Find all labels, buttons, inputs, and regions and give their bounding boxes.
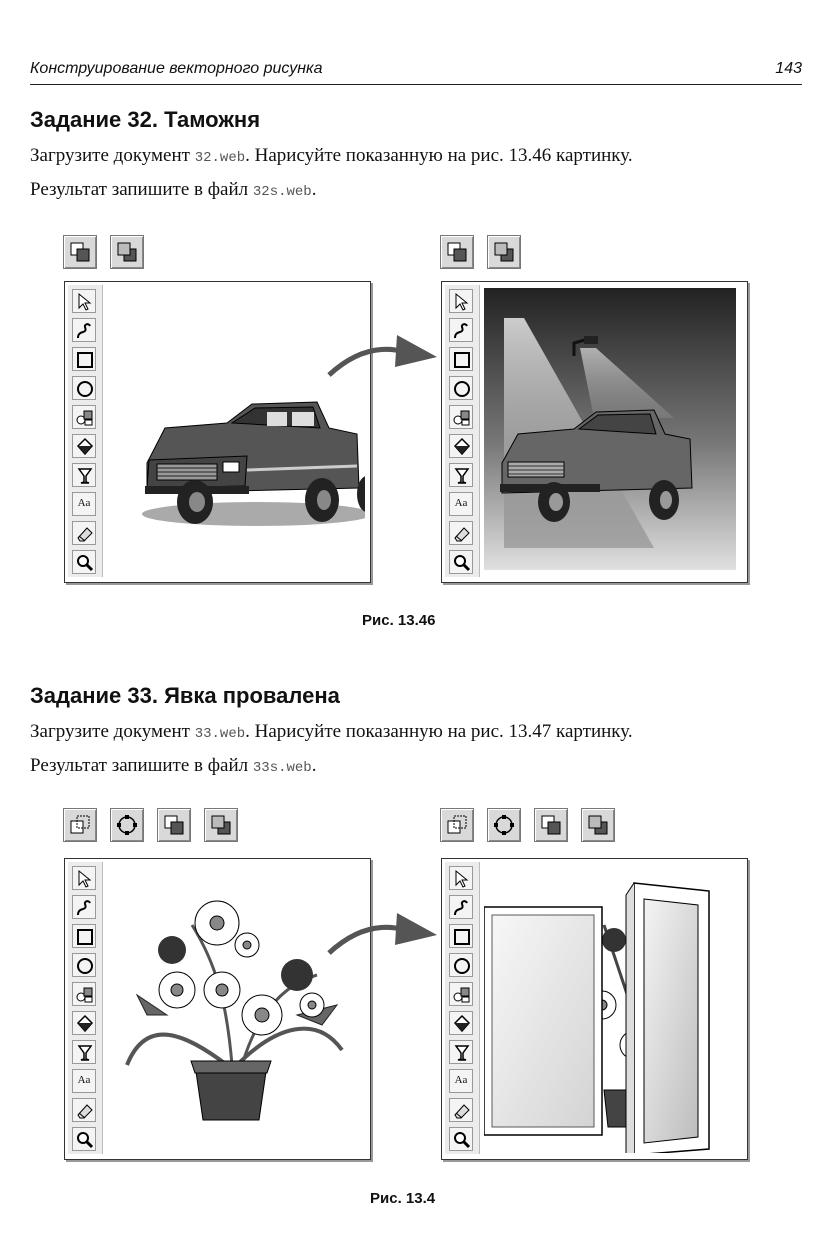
ellipse-tool[interactable] xyxy=(449,953,473,977)
editor-window-after xyxy=(441,858,748,1160)
task-33-text: Загрузите документ 33.web. Нарисуйте показанную на рис. 13.47 картинку. Результат запишите в файл 33s.web. xyxy=(30,721,633,776)
file-name: 32.web xyxy=(194,150,246,166)
pick-arrow-icon xyxy=(75,292,95,312)
task-32-heading: Задание 32. Таможня xyxy=(30,107,261,132)
transparency-tool[interactable] xyxy=(449,1040,473,1064)
rotate-handles-icon xyxy=(115,813,139,837)
curve-tool[interactable] xyxy=(449,895,473,919)
ellipse-icon xyxy=(452,956,472,976)
fill-tool[interactable] xyxy=(449,1011,473,1035)
text-icon: Aa xyxy=(454,1074,468,1086)
editor-window-before xyxy=(64,858,371,1160)
pick-tool[interactable] xyxy=(72,866,96,890)
transparency-tool[interactable] xyxy=(72,463,96,487)
fill-bucket-icon xyxy=(75,1014,95,1034)
editor-window-after xyxy=(441,281,748,583)
rotate-handles-icon xyxy=(492,813,516,837)
shape-edit-tool[interactable] xyxy=(72,982,96,1006)
eraser-icon xyxy=(452,1101,472,1121)
ellipse-tool[interactable] xyxy=(449,376,473,400)
fill-bucket-icon xyxy=(452,1014,472,1034)
pick-tool[interactable] xyxy=(449,866,473,890)
pick-tool[interactable] xyxy=(449,289,473,313)
rectangle-tool[interactable] xyxy=(72,347,96,371)
transparency-icon xyxy=(452,466,472,486)
figure-caption: Рис. 13.46 xyxy=(362,612,436,629)
pick-arrow-icon xyxy=(75,869,95,889)
curve-icon xyxy=(452,898,472,918)
transform-arrow xyxy=(325,905,440,960)
combine-button[interactable] xyxy=(63,808,97,842)
figure-caption: Рис. 13.4 xyxy=(370,1190,436,1207)
transparency-icon xyxy=(75,466,95,486)
fill-bucket-icon xyxy=(75,437,95,457)
file-name: 33s.web xyxy=(252,760,312,776)
bring-forward-button[interactable] xyxy=(534,808,568,842)
eraser-tool[interactable] xyxy=(449,1098,473,1122)
shape-edit-icon xyxy=(75,408,95,428)
zoom-tool[interactable] xyxy=(72,1127,96,1151)
ellipse-tool[interactable] xyxy=(72,953,96,977)
running-head xyxy=(30,58,802,85)
section-title: Конструирование векторного рисунка xyxy=(30,60,323,77)
transparency-tool[interactable] xyxy=(449,463,473,487)
pick-arrow-icon xyxy=(452,869,472,889)
rectangle-icon xyxy=(75,350,95,370)
zoom-icon xyxy=(75,1130,95,1150)
curve-icon xyxy=(452,321,472,341)
send-backward-icon xyxy=(209,813,233,837)
ellipse-icon xyxy=(75,956,95,976)
send-backward-button[interactable] xyxy=(110,235,144,269)
curve-icon xyxy=(75,898,95,918)
send-backward-button[interactable] xyxy=(204,808,238,842)
text-icon: Aa xyxy=(77,497,91,509)
toolbox xyxy=(445,862,480,1154)
bring-forward-button[interactable] xyxy=(440,235,474,269)
rotate-button[interactable] xyxy=(110,808,144,842)
shape-edit-tool[interactable] xyxy=(72,405,96,429)
file-name: 33.web xyxy=(194,726,246,742)
rectangle-icon xyxy=(452,350,472,370)
rectangle-tool[interactable] xyxy=(449,347,473,371)
transparency-icon xyxy=(75,1043,95,1063)
ellipse-icon xyxy=(452,379,472,399)
customs-scene-drawing xyxy=(484,288,742,576)
text-tool[interactable] xyxy=(449,492,473,516)
send-backward-icon xyxy=(586,813,610,837)
eraser-tool[interactable] xyxy=(72,521,96,545)
text-tool[interactable] xyxy=(72,1069,96,1093)
bring-forward-icon xyxy=(162,813,186,837)
zoom-tool[interactable] xyxy=(72,550,96,574)
rectangle-icon xyxy=(75,927,95,947)
curve-tool[interactable] xyxy=(72,895,96,919)
text-icon: Aa xyxy=(77,1074,91,1086)
shape-edit-icon xyxy=(452,985,472,1005)
ellipse-icon xyxy=(75,379,95,399)
transparency-tool[interactable] xyxy=(72,1040,96,1064)
zoom-icon xyxy=(75,553,95,573)
shape-edit-icon xyxy=(75,985,95,1005)
ellipse-tool[interactable] xyxy=(72,376,96,400)
combine-icon xyxy=(445,813,469,837)
pick-arrow-icon xyxy=(452,292,472,312)
shape-edit-tool[interactable] xyxy=(449,405,473,429)
fill-bucket-icon xyxy=(452,437,472,457)
window-flower-drawing xyxy=(484,865,742,1153)
drawing-canvas[interactable] xyxy=(484,865,742,1153)
drawing-canvas[interactable] xyxy=(484,288,742,576)
rectangle-icon xyxy=(452,927,472,947)
fill-tool[interactable] xyxy=(72,1011,96,1035)
shape-edit-tool[interactable] xyxy=(449,982,473,1006)
bring-forward-icon xyxy=(539,813,563,837)
pick-tool[interactable] xyxy=(72,289,96,313)
send-backward-icon xyxy=(492,240,516,264)
bring-forward-button[interactable] xyxy=(157,808,191,842)
curve-tool[interactable] xyxy=(72,318,96,342)
task-32-text: Загрузите документ 32.web. Нарисуйте показанную на рис. 13.46 картинку. Результат запишите в файл 32s.web. xyxy=(30,145,633,200)
eraser-tool[interactable] xyxy=(449,521,473,545)
task-33-heading: Задание 33. Явка провалена xyxy=(30,683,340,708)
zoom-tool[interactable] xyxy=(449,550,473,574)
zoom-icon xyxy=(452,553,472,573)
toolbox xyxy=(68,285,103,577)
text-icon: Aa xyxy=(454,497,468,509)
eraser-icon xyxy=(452,524,472,544)
fill-tool[interactable] xyxy=(72,434,96,458)
page-number: 143 xyxy=(775,60,802,77)
toolbox xyxy=(68,862,103,1154)
eraser-icon xyxy=(75,524,95,544)
transform-arrow xyxy=(325,327,440,382)
bring-forward-icon xyxy=(68,240,92,264)
rectangle-tool[interactable] xyxy=(72,924,96,948)
combine-icon xyxy=(68,813,92,837)
rectangle-tool[interactable] xyxy=(449,924,473,948)
bring-forward-button[interactable] xyxy=(63,235,97,269)
eraser-tool[interactable] xyxy=(72,1098,96,1122)
curve-tool[interactable] xyxy=(449,318,473,342)
send-backward-button[interactable] xyxy=(581,808,615,842)
curve-icon xyxy=(75,321,95,341)
text-tool[interactable] xyxy=(449,1069,473,1093)
shape-edit-icon xyxy=(452,408,472,428)
toolbox xyxy=(445,285,480,577)
file-name: 32s.web xyxy=(252,184,312,200)
rotate-button[interactable] xyxy=(487,808,521,842)
combine-button[interactable] xyxy=(440,808,474,842)
fill-tool[interactable] xyxy=(449,434,473,458)
send-backward-icon xyxy=(115,240,139,264)
bring-forward-icon xyxy=(445,240,469,264)
transparency-icon xyxy=(452,1043,472,1063)
eraser-icon xyxy=(75,1101,95,1121)
text-tool[interactable] xyxy=(72,492,96,516)
zoom-icon xyxy=(452,1130,472,1150)
zoom-tool[interactable] xyxy=(449,1127,473,1151)
send-backward-button[interactable] xyxy=(487,235,521,269)
